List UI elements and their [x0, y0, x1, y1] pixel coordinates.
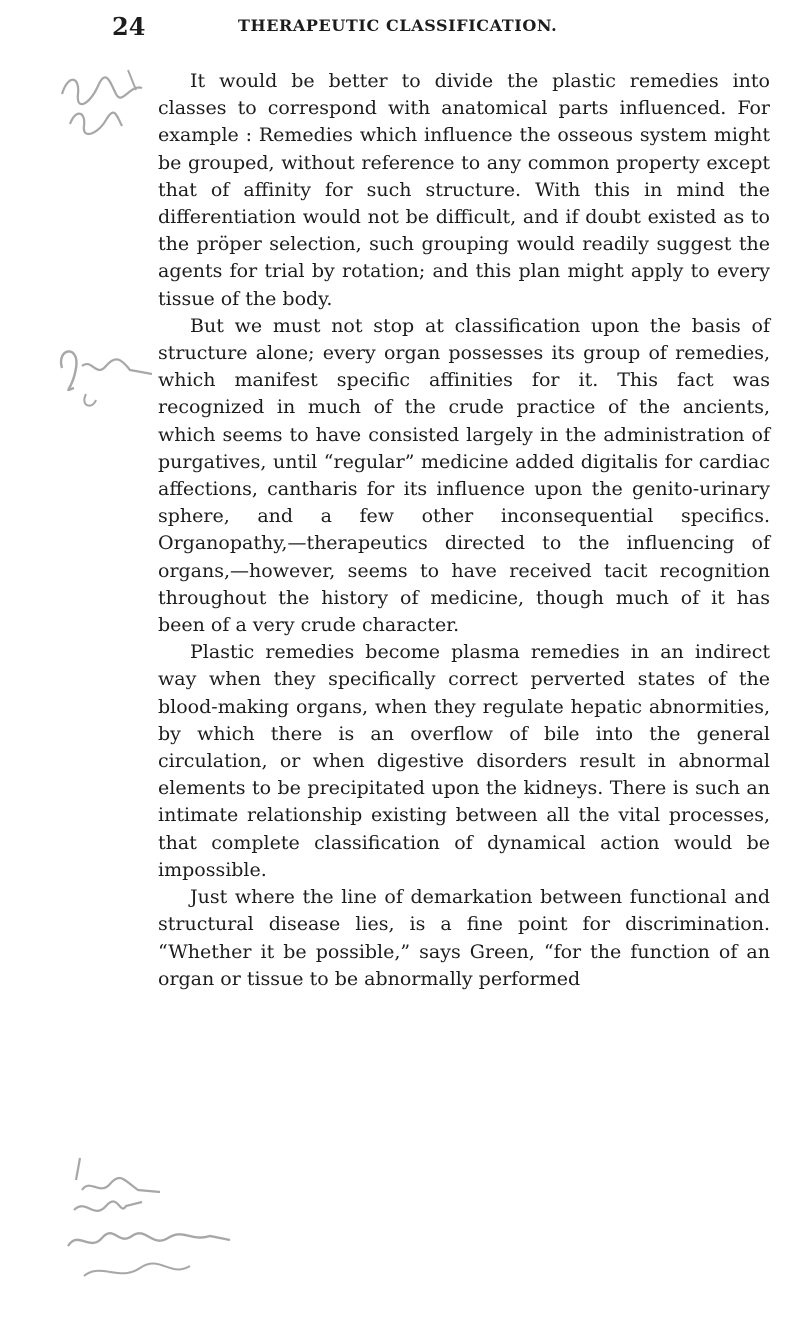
- body-text: [158, 68, 770, 993]
- handwritten-marginalia-middle: [52, 338, 162, 418]
- running-head: THERAPEUTIC CLASSIFICATION.: [238, 16, 558, 35]
- paragraph-3: Plastic remedies become plasma remedies in an indirect way when they specifically correct perverted states of the blood-making organs, when they regulate hepatic abnormities, by which there is an overflow of bile into the general circulation, or when digestive disorders result in abnormal elements to be precipitated upon the kidneys. There is such an intimate relationship existing between all the vital processes, that complete classification of dynamical action would be impossible.: [158, 641, 770, 881]
- paragraph-4: Just where the line of demarkation between functional and structural disease lies, is a fine point for discrimination. “Whether it be possible,” says Green, “for the function of an organ or tissue to be abnormally performed: [158, 886, 770, 990]
- paragraph-2: But we must not stop at classification upon the basis of structure alone; every organ possesses its group of remedies, which manifest specific affinities for it. This fact was recognized in much of the crude practice of the ancients, which seems to have consisted largely in the administration of purgatives, until “regular” medicine added digitalis for cardiac affections, cantharis for its influence upon the genito-urinary sphere, and a few other inconsequential specifics. Organopathy,—therapeutics directed to the influencing of organs,—however, seems to have received tacit recognition throughout the history of medicine, though much of it has been of a very crude character.: [158, 314, 770, 637]
- paragraph-1: It would be better to divide the plastic remedies into classes to correspond with anatomical parts influenced. For example : Remedies which influence the osseous system might be grouped, without reference to any common property except that of affinity for such structure. With this in mind the differentiation would not be difficult, and if doubt existed as to the pröper selection, such grouping would readily suggest the agents for trial by rotation; and this plan might apply to every tissue of the body.: [158, 70, 770, 310]
- handwritten-marginalia-bottom: [60, 1150, 270, 1290]
- handwritten-marginalia-top: [50, 64, 160, 154]
- page-number: 24: [112, 12, 146, 41]
